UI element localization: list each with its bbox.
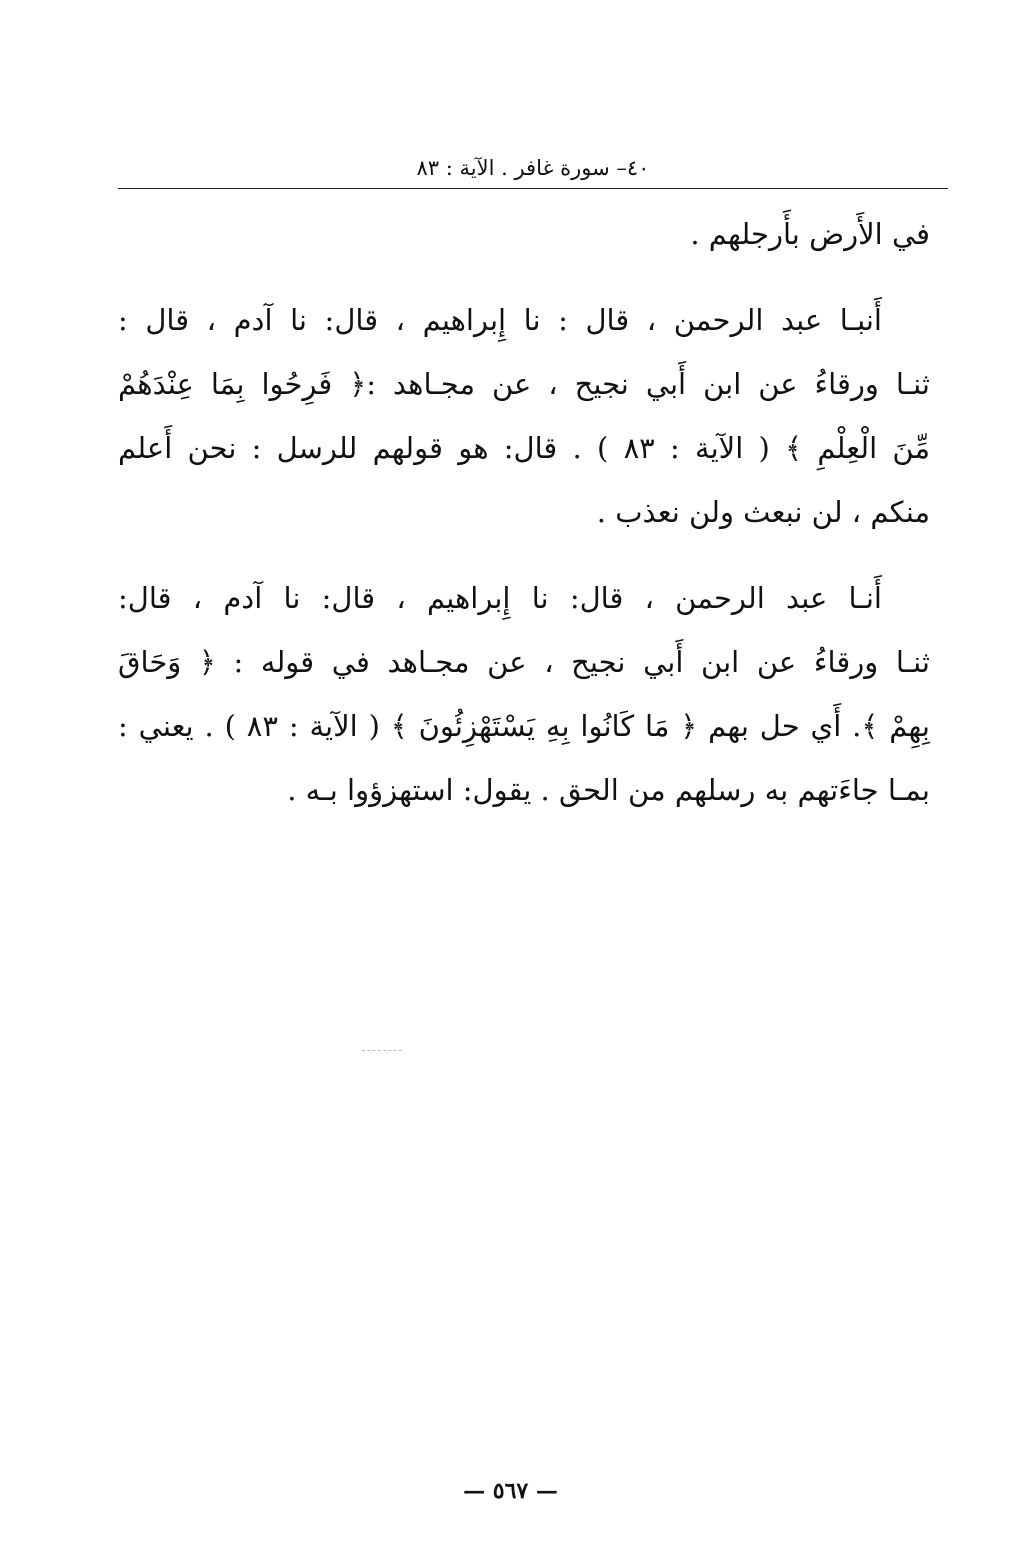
text-line: مِّنَ الْعِلْمِ ﴾ ( الآية : ٨٣ ) . قال: هو قولهم للرسل : نحن أَعلم <box>118 431 930 465</box>
text-line: منكم ، لن نبعث ولن نعذب . <box>596 495 930 529</box>
header-divider <box>118 188 948 189</box>
text-line: بمـا جاءَتهم به رسلهم من الحق . يقول: استهزؤوا بـه . <box>287 773 930 807</box>
scan-speck <box>362 1050 402 1051</box>
paragraph-gap <box>118 266 930 288</box>
text-line: ثنـا ورقاءُ عن ابن أَبي نجيح ، عن مجـاهد :﴿ فَرِحُوا بِمَا عِنْدَهُمْ <box>118 367 930 401</box>
paragraph-gap <box>118 544 930 566</box>
paragraph-2 <box>118 566 930 822</box>
text-line: ثنـا ورقاءُ عن ابن أَبي نجيح ، عن مجـاهد في قوله : ﴿ وَحَاقَ <box>118 645 930 679</box>
running-header: ٤٠– سورة غافر . الآية : ٨٣ <box>416 156 650 180</box>
page-number: — ٥٦٧ — <box>463 1478 558 1504</box>
text-line: أَنـا عبد الرحمن ، قال: نا إِبراهيم ، قال: نا آدم ، قال: <box>118 581 882 615</box>
text-line: أَنبـا عبد الرحمن ، قال : نا إِبراهيم ، قال: نا آدم ، قال : <box>118 303 882 337</box>
text-line: في الأَرض بأَرجلهم . <box>690 217 930 251</box>
page-body <box>118 202 930 822</box>
text-line: بِهِمْ ﴾. أَي حل بهم ﴿ مَا كَانُوا بِهِ يَسْتَهْزِئُونَ ﴾ ( الآية : ٨٣ ) . يعني : <box>118 709 930 743</box>
paragraph-1 <box>118 288 930 544</box>
